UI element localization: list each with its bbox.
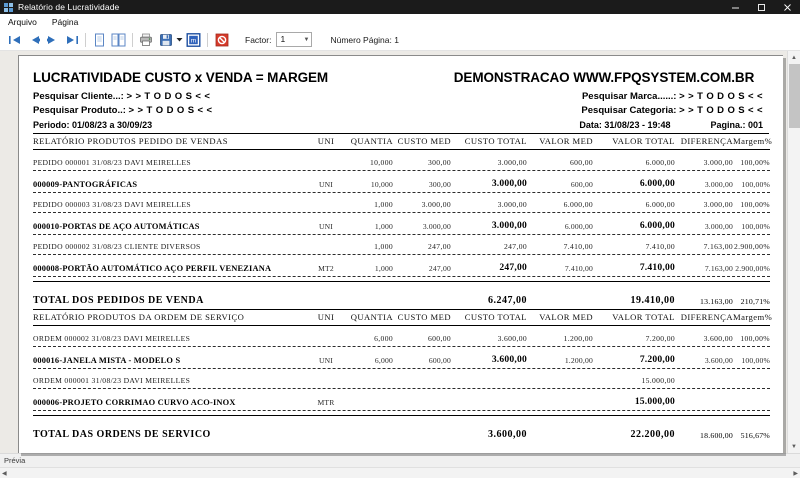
table-row (33, 328, 770, 343)
detail-desc: ORDEM 000002 31/08/23 DAVI MEIRELLES (33, 334, 191, 343)
table-header-os (33, 312, 770, 322)
product-cmed: 3.000,00 (422, 222, 451, 231)
col-header-uni: UNI (317, 136, 335, 146)
product-vtot: 6.000,00 (639, 220, 675, 231)
report-period-row (33, 120, 769, 130)
detail-vmed: 1.200,00 (563, 334, 593, 343)
toolbar (0, 29, 800, 51)
detail-marg: 100,00% (740, 200, 770, 209)
product-vmed: 7.410,00 (564, 264, 593, 273)
table-row (33, 194, 770, 209)
detail-qtd: 6,000 (374, 334, 393, 343)
detail-cmed: 3.000,00 (421, 200, 451, 209)
table-row (33, 348, 770, 365)
detail-uni (311, 152, 341, 167)
col-header-desc-sales: RELATÓRIO PRODUTOS PEDIDO DE VENDAS (33, 136, 228, 146)
filter-marca (439, 90, 769, 104)
product-desc: 000009-PANTOGRÁFICAS (33, 180, 138, 189)
col-header-valor-med: VALOR MED (539, 136, 593, 146)
total-dif: 18.600,00 (700, 431, 733, 440)
factor-control (245, 32, 312, 47)
detail-cmed: 247,00 (428, 242, 451, 251)
scroll-right-arrow-icon[interactable]: ▶ (793, 470, 798, 477)
table-row (33, 370, 770, 385)
factor-select[interactable] (276, 32, 312, 47)
product-vmed: 1.200,00 (564, 356, 593, 365)
product-vmed: 600,00 (570, 180, 593, 189)
floppy-disk-icon[interactable] (156, 30, 175, 49)
caret-down-icon[interactable] (175, 30, 184, 49)
total-marg: 210,71% (740, 297, 770, 306)
product-qtd: 1,000 (374, 264, 393, 273)
detail-qtd: 1,000 (374, 200, 393, 209)
product-uni: MTR (317, 398, 335, 407)
product-vmed: 6.000,00 (564, 222, 593, 231)
product-uni: MT2 (318, 264, 334, 273)
report-meta (579, 120, 763, 130)
first-page-icon[interactable] (5, 30, 24, 49)
total-row-sales (33, 284, 770, 306)
detail-desc: PEDIDO 000003 31/08/23 DAVI MEIRELLES (33, 200, 191, 209)
report-title: LUCRATIVIDADE CUSTO x VENDA = MARGEM (33, 70, 329, 85)
detail-marg: 100,00% (740, 158, 770, 167)
product-desc: 000006-PROJETO CORRIMAO CURVO ACO-INOX (33, 398, 236, 407)
product-qtd: 1,000 (374, 222, 393, 231)
detail-dif: 3.000,00 (703, 200, 733, 209)
filter-categoria (439, 104, 769, 118)
total-vtot: 22.200,00 (630, 429, 675, 440)
horizontal-scrollbar[interactable] (0, 467, 800, 478)
product-dif: 3.000,00 (704, 180, 733, 189)
detail-uni (311, 194, 341, 209)
app-window-icon (4, 3, 13, 12)
detail-ctot: 3.000,00 (497, 200, 527, 209)
detail-uni (311, 328, 341, 343)
detail-uni (311, 370, 341, 385)
product-dif: 3.600,00 (704, 356, 733, 365)
product-desc: 000008-PORTÃO AUTOMÁTICO AÇO PERFIL VENEZIANA (33, 264, 272, 273)
detail-vmed: 600,00 (570, 158, 593, 167)
status-text: Prévia (4, 456, 26, 465)
menubar (0, 14, 800, 29)
minimize-icon[interactable] (722, 0, 748, 14)
detail-vtot: 6.000,00 (645, 158, 675, 167)
product-cmed: 300,00 (428, 180, 451, 189)
vertical-scroll-thumb[interactable] (789, 64, 800, 128)
window-title: Relatório de Lucratividade (18, 2, 120, 12)
table-row (33, 256, 770, 273)
total-marg: 516,67% (740, 431, 770, 440)
product-uni: UNI (318, 180, 334, 189)
table-row (33, 152, 770, 167)
product-marg (733, 390, 770, 407)
filter-cliente (33, 90, 433, 104)
factor-value: 1 (280, 34, 286, 45)
detail-dif (675, 370, 733, 385)
detail-ctot: 247,00 (504, 242, 527, 251)
filter-produto-value: > > T O D O S < < (128, 105, 213, 116)
report-header-left (33, 70, 433, 118)
total-ctot: 6.247,00 (488, 295, 527, 306)
detail-cmed: 600,00 (428, 334, 451, 343)
product-vmed (527, 390, 593, 407)
filter-marca-value: > > T O D O S < < (679, 91, 763, 102)
detail-cmed: 300,00 (428, 158, 451, 167)
table-row (33, 236, 770, 251)
detail-vmed: 6.000,00 (563, 200, 593, 209)
report-sheet (19, 56, 783, 440)
filter-marca-label: Pesquisar Marca......: (581, 91, 677, 102)
product-marg: 100,00% (741, 180, 770, 189)
col-header-diferenca-os: DIFERENÇA (680, 312, 733, 322)
vertical-scrollbar[interactable] (787, 51, 800, 453)
product-desc: 000010-PORTAS DE AÇO AUTOMÁTICAS (33, 222, 200, 231)
col-header-diferenca: DIFERENÇA (680, 136, 733, 146)
table-row (33, 390, 770, 407)
product-dif: 3.000,00 (704, 222, 733, 231)
col-header-custo-total-os: CUSTO TOTAL (464, 312, 527, 322)
detail-marg: 100,00% (740, 334, 770, 343)
col-header-custo-total: CUSTO TOTAL (464, 136, 527, 146)
detail-vmed: 7.410,00 (563, 242, 593, 251)
detail-vtot: 7.410,00 (645, 242, 675, 251)
product-cmed: 247,00 (428, 264, 451, 273)
report-table (33, 136, 773, 440)
detail-marg: 2.900,00% (733, 242, 770, 251)
svg-text:m: m (190, 37, 197, 45)
detail-desc: PEDIDO 000002 31/08/23 CLIENTE DIVERSOS (33, 242, 201, 251)
col-header-custo-med: CUSTO MED (397, 136, 451, 146)
col-header-margem-os: Margem% (733, 312, 773, 322)
page-number-label: Número Página: 1 (330, 34, 399, 45)
filter-categoria-value: > > T O D O S < < (679, 105, 763, 116)
table-row (33, 172, 770, 189)
product-ctot: 247,00 (499, 262, 527, 273)
single-page-icon[interactable] (90, 30, 109, 49)
preview-area (0, 51, 800, 453)
report-date: Data: 31/08/23 - 19:48 (579, 120, 671, 130)
chevron-down-icon: ▼ (303, 36, 310, 43)
statusbar (0, 453, 800, 467)
detail-vtot: 7.200,00 (645, 334, 675, 343)
product-qtd: 6,000 (374, 356, 393, 365)
product-ctot (451, 390, 527, 407)
menu-item-pagina[interactable]: Página (51, 16, 79, 27)
total-dif: 13.163,00 (700, 297, 733, 306)
product-vtot: 7.410,00 (639, 262, 675, 273)
detail-qtd: 10,000 (370, 158, 393, 167)
product-ctot: 3.000,00 (491, 178, 527, 189)
close-red-icon[interactable] (212, 30, 231, 49)
menu-item-arquivo[interactable]: Arquivo (8, 16, 37, 27)
detail-qtd: 1,000 (374, 242, 393, 251)
col-header-uni-os: UNI (317, 312, 335, 322)
last-page-icon[interactable] (62, 30, 81, 49)
scroll-up-arrow-icon[interactable]: ▲ (791, 54, 797, 61)
header-divider (33, 133, 769, 134)
detail-dif: 3.600,00 (703, 334, 733, 343)
product-marg: 100,00% (741, 222, 770, 231)
product-vtot: 7.200,00 (639, 354, 675, 365)
table-header-sales (33, 136, 770, 146)
product-uni: UNI (318, 222, 334, 231)
toolbar-separator-2 (132, 33, 133, 47)
scroll-down-arrow-icon[interactable]: ▼ (791, 443, 797, 450)
total-row-os (33, 418, 770, 440)
product-ctot: 3.000,00 (491, 220, 527, 231)
detail-ctot: 3.000,00 (497, 158, 527, 167)
report-company-title: DEMONSTRACAO WWW.FPQSYSTEM.COM.BR (453, 70, 755, 85)
filter-cliente-label: Pesquisar Cliente...: (33, 91, 124, 102)
detail-dif: 7.163,00 (703, 242, 733, 251)
col-header-desc-os: RELATÓRIO PRODUTOS DA ORDEM DE SERVIÇO (33, 312, 245, 322)
toolbar-separator-1 (85, 33, 86, 47)
arrow-left-icon[interactable] (24, 30, 43, 49)
window-bottom (0, 453, 800, 478)
product-desc: 000016-JANELA MISTA - MODELO S (33, 356, 181, 365)
detail-desc: PEDIDO 000001 31/08/23 DAVI MEIRELLES (33, 158, 191, 167)
preview-canvas (0, 51, 787, 453)
report-period: Periodo: 01/08/23 a 30/09/23 (33, 120, 153, 130)
filter-cliente-value: > > T O D O S < < (126, 91, 211, 102)
filter-produto (33, 104, 433, 118)
detail-dif: 3.000,00 (703, 158, 733, 167)
report-page-number: Pagina.: 001 (710, 120, 763, 130)
col-header-valor-total-os: VALOR TOTAL (612, 312, 675, 322)
product-marg: 100,00% (741, 356, 770, 365)
product-dif: 7.163,00 (704, 264, 733, 273)
detail-qtd (341, 370, 393, 385)
filter-categoria-label: Pesquisar Categoria: (581, 105, 677, 116)
window-controls (722, 0, 800, 14)
factor-label: Factor: (245, 34, 272, 45)
toolbar-separator-3 (207, 33, 208, 47)
detail-marg (733, 370, 770, 385)
report-header-right (439, 70, 769, 118)
product-ctot: 3.600,00 (491, 354, 527, 365)
report-page (18, 55, 783, 453)
report-header (33, 70, 769, 118)
detail-uni (311, 236, 341, 251)
window-titlebar (0, 0, 800, 14)
two-page-icon[interactable] (109, 30, 128, 49)
product-uni: UNI (318, 356, 334, 365)
table-row (33, 214, 770, 231)
detail-vtot: 15.000,00 (641, 376, 675, 385)
product-vtot: 15.000,00 (634, 396, 675, 407)
scroll-left-arrow-icon[interactable]: ◀ (2, 470, 7, 477)
printer-icon[interactable] (137, 30, 156, 49)
product-qtd (341, 390, 393, 407)
detail-desc: ORDEM 000001 31/08/23 DAVI MEIRELLES (33, 376, 191, 385)
product-qtd: 10,000 (370, 180, 393, 189)
total-ctot: 3.600,00 (488, 429, 527, 440)
col-header-margem: Margem% (733, 136, 773, 146)
product-cmed: 600,00 (428, 356, 451, 365)
col-header-valor-med-os: VALOR MED (539, 312, 593, 322)
col-header-valor-total: VALOR TOTAL (612, 136, 675, 146)
detail-vtot: 6.000,00 (645, 200, 675, 209)
detail-cmed (393, 370, 451, 385)
product-vtot: 6.000,00 (639, 178, 675, 189)
product-marg: 2.900,00% (735, 264, 770, 273)
col-header-custo-med-os: CUSTO MED (397, 312, 451, 322)
maximize-icon[interactable] (748, 0, 774, 14)
total-label: TOTAL DOS PEDIDOS DE VENDA (33, 295, 204, 306)
export-blue-icon[interactable] (184, 30, 203, 49)
total-vtot: 19.410,00 (630, 295, 675, 306)
filter-produto-label: Pesquisar Produto..: (33, 105, 126, 116)
close-icon[interactable] (774, 0, 800, 14)
col-header-quantia: QUANTIA (350, 136, 393, 146)
total-label: TOTAL DAS ORDENS DE SERVICO (33, 429, 211, 440)
product-dif (675, 390, 733, 407)
col-header-quantia-os: QUANTIA (350, 312, 393, 322)
arrow-right-icon[interactable] (43, 30, 62, 49)
product-cmed (393, 390, 451, 407)
detail-ctot (451, 370, 527, 385)
detail-ctot: 3.600,00 (497, 334, 527, 343)
detail-vmed (527, 370, 593, 385)
